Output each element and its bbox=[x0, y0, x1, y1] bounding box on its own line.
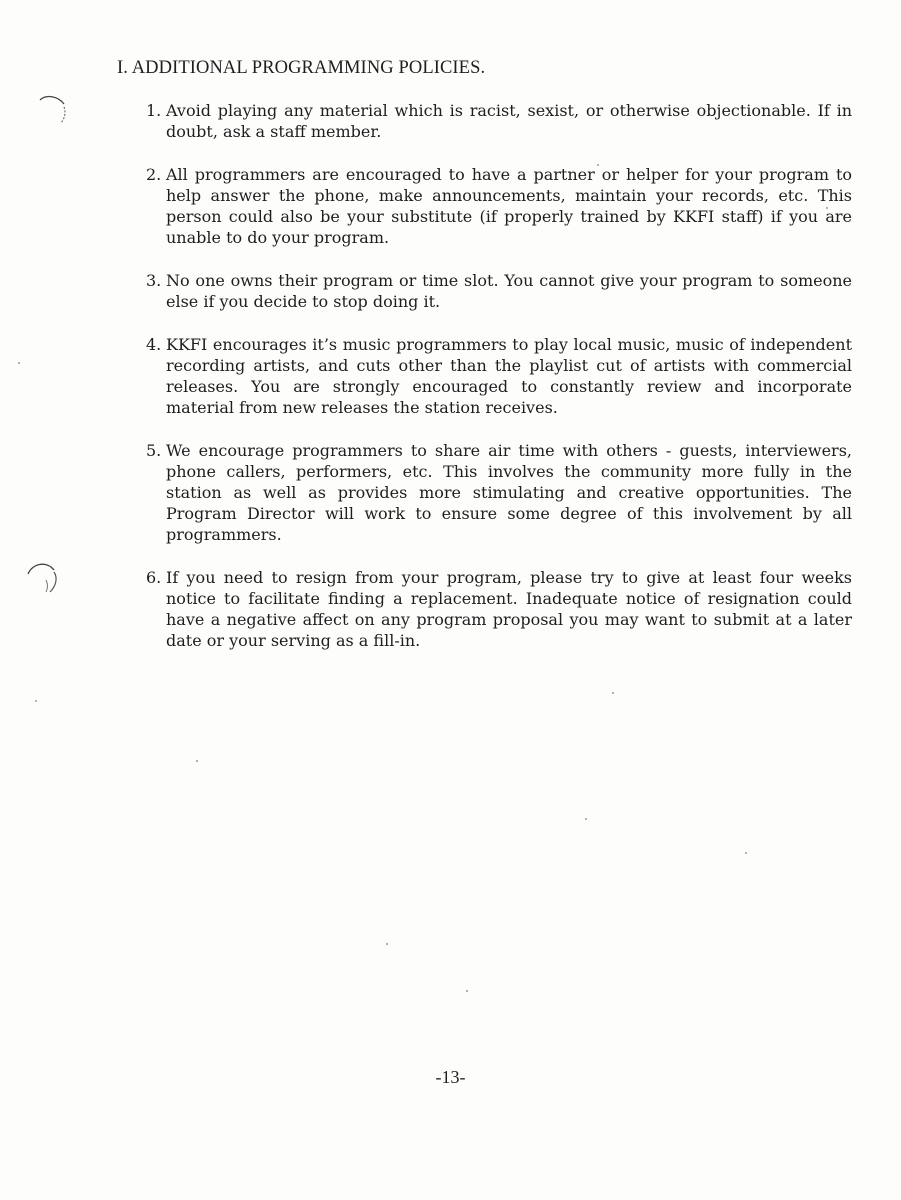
page-number: -13- bbox=[435, 1067, 466, 1087]
policy-item-text: All programmers are encouraged to have a partner or helper for your program to help answer the phone, make announcements, maintain your records, etc. This person could also be your substitute (if properly trained by KKFI staff) if you are unable to do your program. bbox=[166, 165, 852, 247]
policy-item-number: 5. bbox=[146, 441, 162, 460]
scan-speck bbox=[612, 692, 614, 694]
policy-item-number: 1. bbox=[146, 101, 162, 120]
policy-item bbox=[146, 567, 852, 651]
scan-speck bbox=[35, 700, 37, 702]
policy-item-number: 6. bbox=[146, 568, 162, 587]
policy-item-number: 4. bbox=[146, 335, 162, 354]
policy-list bbox=[146, 100, 852, 673]
policy-item-number: 2. bbox=[146, 165, 162, 184]
scan-speck bbox=[745, 852, 747, 854]
policy-item bbox=[146, 100, 852, 142]
section-heading: I. ADDITIONAL PROGRAMMING POLICIES. bbox=[117, 58, 486, 78]
policy-item bbox=[146, 334, 852, 418]
policy-item bbox=[146, 440, 852, 545]
policy-item-text: KKFI encourages it’s music programmers to play local music, music of independent recording artists, and cuts other than the playlist cut of artists with commercial releases. You are strongly encouraged to constantly review and incorporate material from new releases the station receives. bbox=[166, 335, 852, 417]
scan-speck bbox=[585, 818, 587, 820]
scan-speck bbox=[18, 362, 20, 364]
binder-hole-mark-bottom bbox=[24, 558, 64, 602]
policy-item-text: If you need to resign from your program, please try to give at least four weeks notice to facilitate finding a replacement. Inadequate notice of resignation could have a negative affect on any program proposal you may want to submit at a later date or your serving as a fill-in. bbox=[166, 568, 852, 650]
policy-item-text: We encourage programmers to share air time with others - guests, interviewers, phone callers, performers, etc. This involves the community more fully in the station as well as provides more stimulating and creative opportunities. The Program Director will work to ensure some degree of this involvement by all programmers. bbox=[166, 441, 852, 544]
policy-item bbox=[146, 270, 852, 312]
policy-item-number: 3. bbox=[146, 271, 162, 290]
policy-item-text: Avoid playing any material which is racist, sexist, or otherwise objectionable. If in doubt, ask a staff member. bbox=[166, 101, 852, 141]
scan-speck bbox=[386, 943, 388, 945]
binder-hole-mark-top bbox=[36, 90, 76, 134]
scan-speck bbox=[466, 990, 468, 992]
scan-speck bbox=[196, 760, 198, 762]
policy-item-text: No one owns their program or time slot. You cannot give your program to someone else if you decide to stop doing it. bbox=[166, 271, 852, 311]
policy-item bbox=[146, 164, 852, 248]
